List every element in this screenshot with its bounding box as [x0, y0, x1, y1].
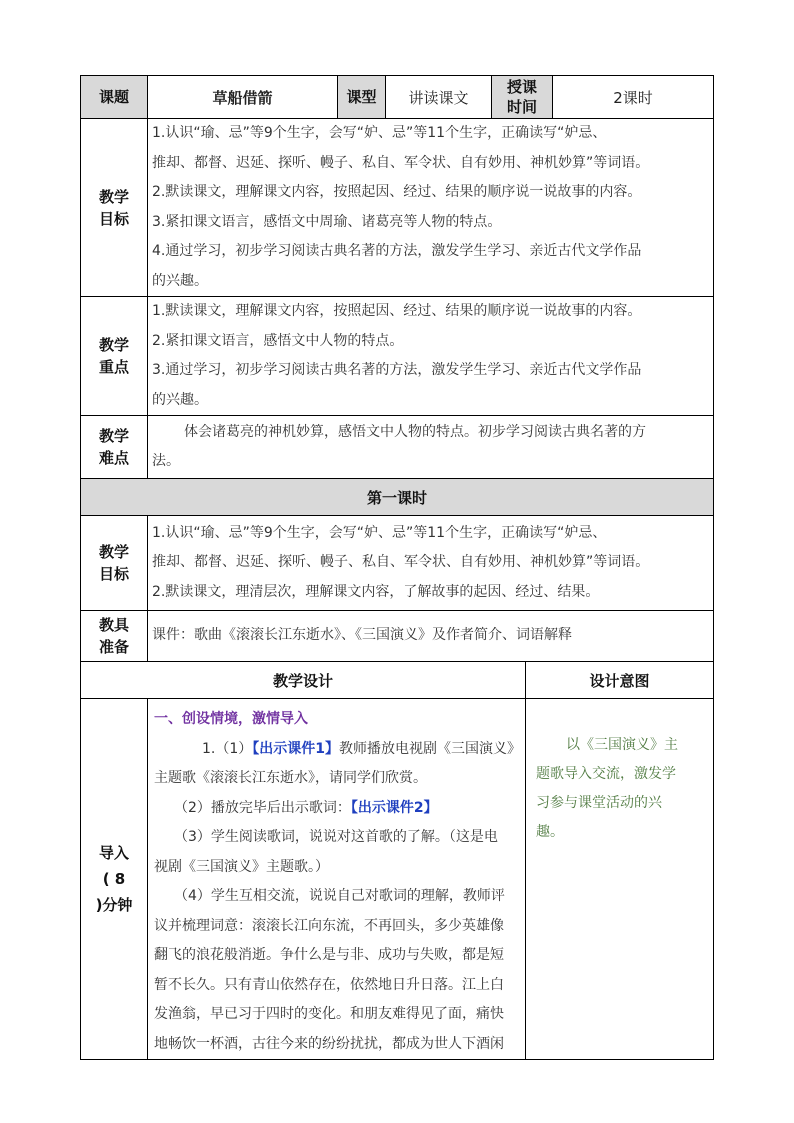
design-column-header: 教学设计	[81, 662, 526, 699]
lesson1-goals-label	[81, 516, 148, 611]
intent-line: 题歌导入交流，激发学	[536, 766, 676, 782]
lesson1-goals-row	[81, 516, 714, 611]
focus-line: 2.紧扣课文语言，感悟文中人物的特点。	[152, 332, 404, 349]
lesson1-goal-line: 1.认识“瑜、忌”等9个生字，会写“妒、忌”等11个生字，正确读写“妒忌、	[152, 524, 607, 541]
p4-line: 暂不长久。只有青山依然存在，依然地日升日落。江上白	[154, 976, 504, 993]
goal-line: 2.默读课文，理解课文内容，按照起因、经过、结果的顺序说一说故事的内容。	[152, 184, 642, 200]
difficulty-content	[148, 416, 714, 479]
difficulty-line-1: 体会诸葛亮的神机妙算，感悟文中人物的特点。初步学习阅读古典名著的方	[184, 423, 646, 440]
focus-label-1: 教学	[98, 336, 129, 354]
goal-line: 3.紧扣课文语言，感悟文中周瑜、诸葛亮等人物的特点。	[152, 213, 502, 230]
intent-column-header: 设计意图	[526, 662, 714, 699]
goals-label-1: 教学	[98, 187, 129, 206]
prep-label-1: 教具	[98, 616, 129, 634]
design-content	[148, 699, 526, 1060]
courseware-tag-1: 【出示课件1】	[252, 740, 340, 757]
difficulty-line-2: 法。	[152, 453, 180, 469]
stage-label	[81, 699, 148, 1060]
lesson1-title-row	[81, 479, 714, 516]
lesson1-goals-label-2: 目标	[98, 565, 129, 583]
p3-line-2: 视剧《三国演义》主题歌。）	[154, 858, 329, 875]
goal-line: 1.认识“瑜、忌”等9个生字，会写“妒、忌”等11个生字，正确读写“妒忌、	[152, 125, 607, 141]
courseware-tag-2: 【出示课件2】	[350, 799, 438, 816]
lesson-plan-table	[80, 75, 714, 1060]
stage-label-2: ( 8	[102, 870, 126, 888]
lesson1-goal-line: 2.默读课文，理清层次，理解课文内容，了解故事的起因、经过、结果。	[152, 583, 600, 600]
section-title: 一、创设情境，激情导入	[154, 711, 308, 727]
topic-label: 课题	[81, 76, 148, 119]
lesson1-goal-line: 推却、都督、迟延、探听、幔子、私自、军令状、自有妙用、神机妙算”等词语。	[152, 554, 650, 571]
time-label	[492, 76, 553, 119]
lesson1-title: 第一课时	[81, 479, 714, 516]
intent-line: 习参与课堂活动的兴	[536, 795, 662, 811]
focus-label-2: 重点	[98, 358, 129, 376]
difficulty-label-2: 难点	[98, 449, 129, 467]
goal-line: 4.通过学习，初步学习阅读古典名著的方法，激发学生学习、亲近古代文学作品	[152, 243, 642, 259]
goal-line: 推却、都督、迟延、探听、幔子、私自、军令状、自有妙用、神机妙算”等词语。	[152, 154, 650, 171]
p4-line: （4）学生互相交流，说说自己对歌词的理解，教师评	[174, 888, 505, 904]
lesson1-goals-content	[148, 516, 714, 611]
topic-value: 草船借箭	[148, 76, 338, 119]
difficulty-row	[81, 416, 714, 479]
type-label: 课型	[338, 76, 386, 119]
p4-line: 议并梳理词意：滚滚长江向东流，不再回头，多少英雄像	[154, 917, 504, 934]
goal-line: 的兴趣。	[152, 272, 208, 289]
lesson1-goals-label-1: 教学	[98, 543, 129, 561]
prep-label-2: 准备	[98, 638, 129, 656]
header-row	[81, 76, 714, 119]
focus-line: 1.默读课文，理解课文内容，按照起因、经过、结果的顺序说一说故事的内容。	[152, 303, 642, 319]
design-paragraph-1	[154, 735, 521, 765]
stage-label-3: )分钟	[95, 896, 133, 914]
design-body-row	[81, 699, 714, 1060]
goals-label-2: 目标	[98, 209, 129, 228]
design-header-row	[81, 662, 714, 699]
time-label-line-1: 授课	[507, 78, 538, 96]
focus-content	[148, 297, 714, 416]
type-value: 讲读课文	[386, 76, 492, 119]
p1-line-2: 主题歌《滚滚长江东逝水》，请同学们欣赏。	[154, 770, 427, 786]
difficulty-label-1: 教学	[98, 427, 129, 445]
intent-line: 趣。	[536, 824, 564, 840]
prep-line: 课件：歌曲《滚滚长江东逝水》、《三国演义》及作者简介、词语解释	[152, 627, 572, 644]
focus-line: 的兴趣。	[152, 391, 208, 408]
time-value: 2课时	[553, 76, 714, 119]
focus-row	[81, 297, 714, 416]
goals-row	[81, 119, 714, 297]
prep-label	[81, 611, 148, 662]
design-paragraph-2	[154, 794, 521, 824]
stage-label-1: 导入	[98, 844, 129, 862]
focus-line: 3.通过学习，初步学习阅读古典名著的方法，激发学生学习、亲近古代文学作品	[152, 362, 642, 378]
p2-text: （2）播放完毕后出示歌词：	[174, 799, 351, 816]
p3-line-1: （3）学生阅读歌词，说说对这首歌的了解。（这是电	[174, 829, 498, 845]
p1-prefix: 1.（1）	[202, 740, 253, 757]
p1-text: 教师播放电视剧《三国演义》	[339, 740, 521, 757]
p4-line: 发渔翁，早已习于四时的变化。和朋友难得见了面，痛快	[154, 1006, 504, 1022]
prep-row	[81, 611, 714, 662]
goals-label	[81, 119, 148, 297]
p4-line: 翻飞的浪花般消逝。争什么是与非、成功与失败，都是短	[154, 947, 504, 963]
intent-content	[526, 699, 714, 1060]
focus-label	[81, 297, 148, 416]
prep-content	[148, 611, 714, 662]
time-label-line-2: 时间	[507, 98, 538, 116]
intent-line: 以《三国演义》主	[566, 737, 678, 753]
p4-line: 地畅饮一杯酒，古往今来的纷纷扰扰，都成为世人下酒闲	[154, 1035, 504, 1052]
lesson-plan-page	[80, 75, 713, 1060]
difficulty-label	[81, 416, 148, 479]
goals-content	[148, 119, 714, 297]
